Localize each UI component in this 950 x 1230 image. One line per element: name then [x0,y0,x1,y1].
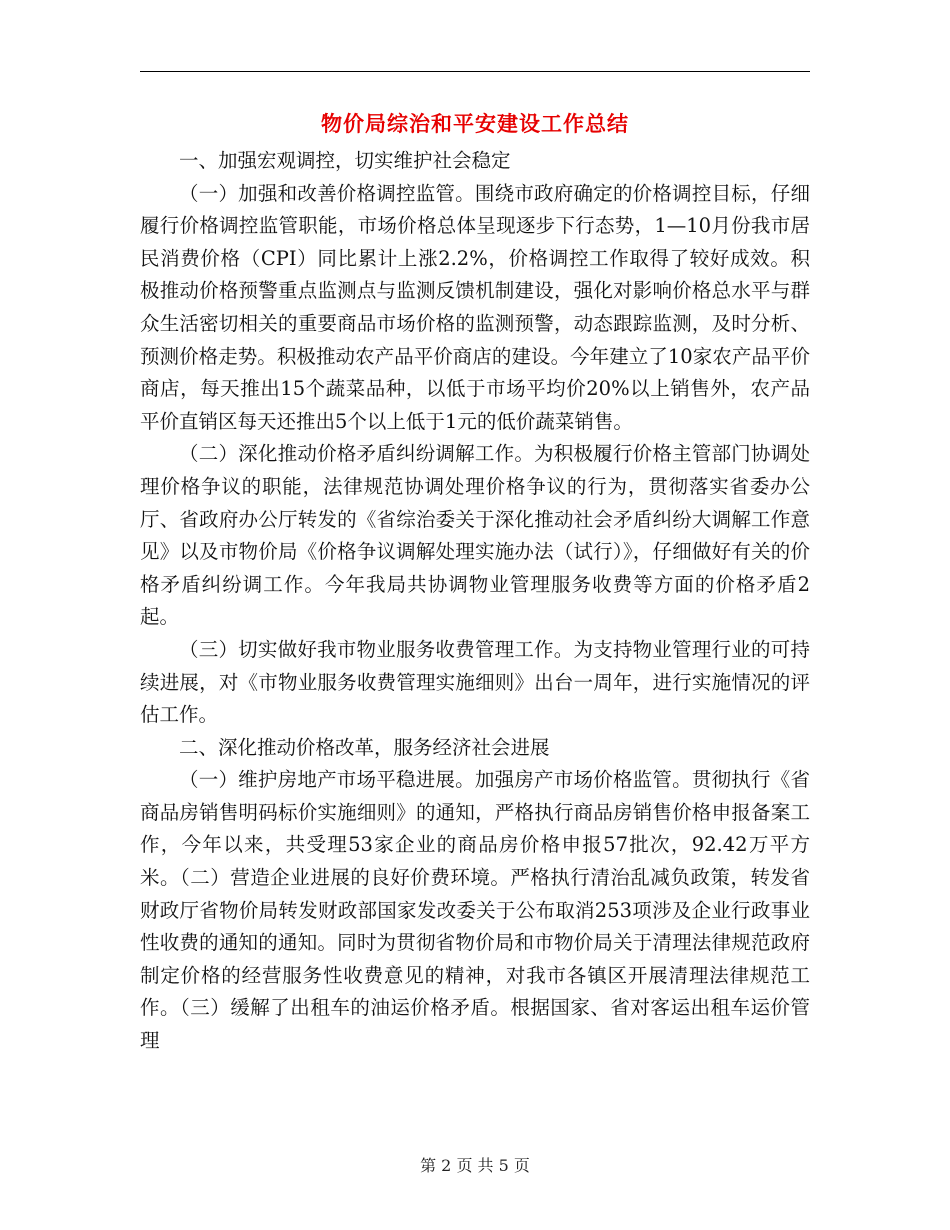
document-body [140,145,810,1058]
paragraph-dispute-mediation: （二）深化推动价格矛盾纠纷调解工作。为积极履行价格主管部门协调处理价格争议的职能，法律规范协调处理价格争议的行为，贯彻落实省委办公厅、省政府办公厅转发的《省综治委关于深化推动社会矛盾纠纷大调解工作意见》以及市物价局《价格争议调解处理实施办法（试行）》，仔细做好有关的价格矛盾纠纷调工作。今年我局共协调物业管理服务收费等方面的价格矛盾2起。 [140,442,810,629]
paragraph-real-estate: （一）维护房地产市场平稳进展。加强房产市场价格监管。贯彻执行《省商品房销售明码标价实施细则》的通知，严格执行商品房销售价格申报备案工作，今年以来，共受理53家企业的商品房价格申报57批次，92.42万平方米。（二）营造企业进展的良好价费环境。严格执行清治乱减负政策，转发省财政厅省物价局转发财政部国家发改委关于公布取消253项涉及企业行政事业性收费的通知的通知。同时为贯彻省物价局和市物价局关于清理法律规范政府制定价格的经营服务性收费意见的精神，对我市各镇区开展清理法律规范工作。（三）缓解了出租车的油运价格矛盾。根据国家、省对客运出租车运价管理 [140,768,810,1053]
paragraph-price-regulation: （一）加强和改善价格调控监管。围绕市政府确定的价格调控目标，仔细履行价格调控监管职能，市场价格总体呈现逐步下行态势，1—10月份我市居民消费价格（CPI）同比累计上涨2.2%，价格调控工作取得了较好成效。积极推动价格预警重点监测点与监测反馈机制建设，强化对影响价格总水平与群众生活密切相关的重要商品市场价格的监测预警，动态跟踪监测，及时分析、预测价格走势。积极推动农产品平价商店的建设。今年建立了10家农产品平价商店，每天推出15个蔬菜品种，以低于市场平均价20%以上销售外，农产品平价直销区每天还推出5个以上低于1元的低价蔬菜销售。 [140,181,810,433]
page-number: 第 2 页 共 5 页 [420,1156,530,1175]
paragraph-property-fees: （三）切实做好我市物业服务收费管理工作。为支持物业管理行业的可持续进展，对《市物业服务收费管理实施细则》出台一周年，进行实施情况的评估工作。 [140,637,810,727]
section-heading-2: 二、深化推动价格改革，服务经济社会进展 [179,735,550,759]
document-title: 物价局综治和平安建设工作总结 [321,111,629,136]
section-heading-1: 一、加强宏观调控，切实维护社会稳定 [179,149,511,172]
header-rule [140,71,810,72]
